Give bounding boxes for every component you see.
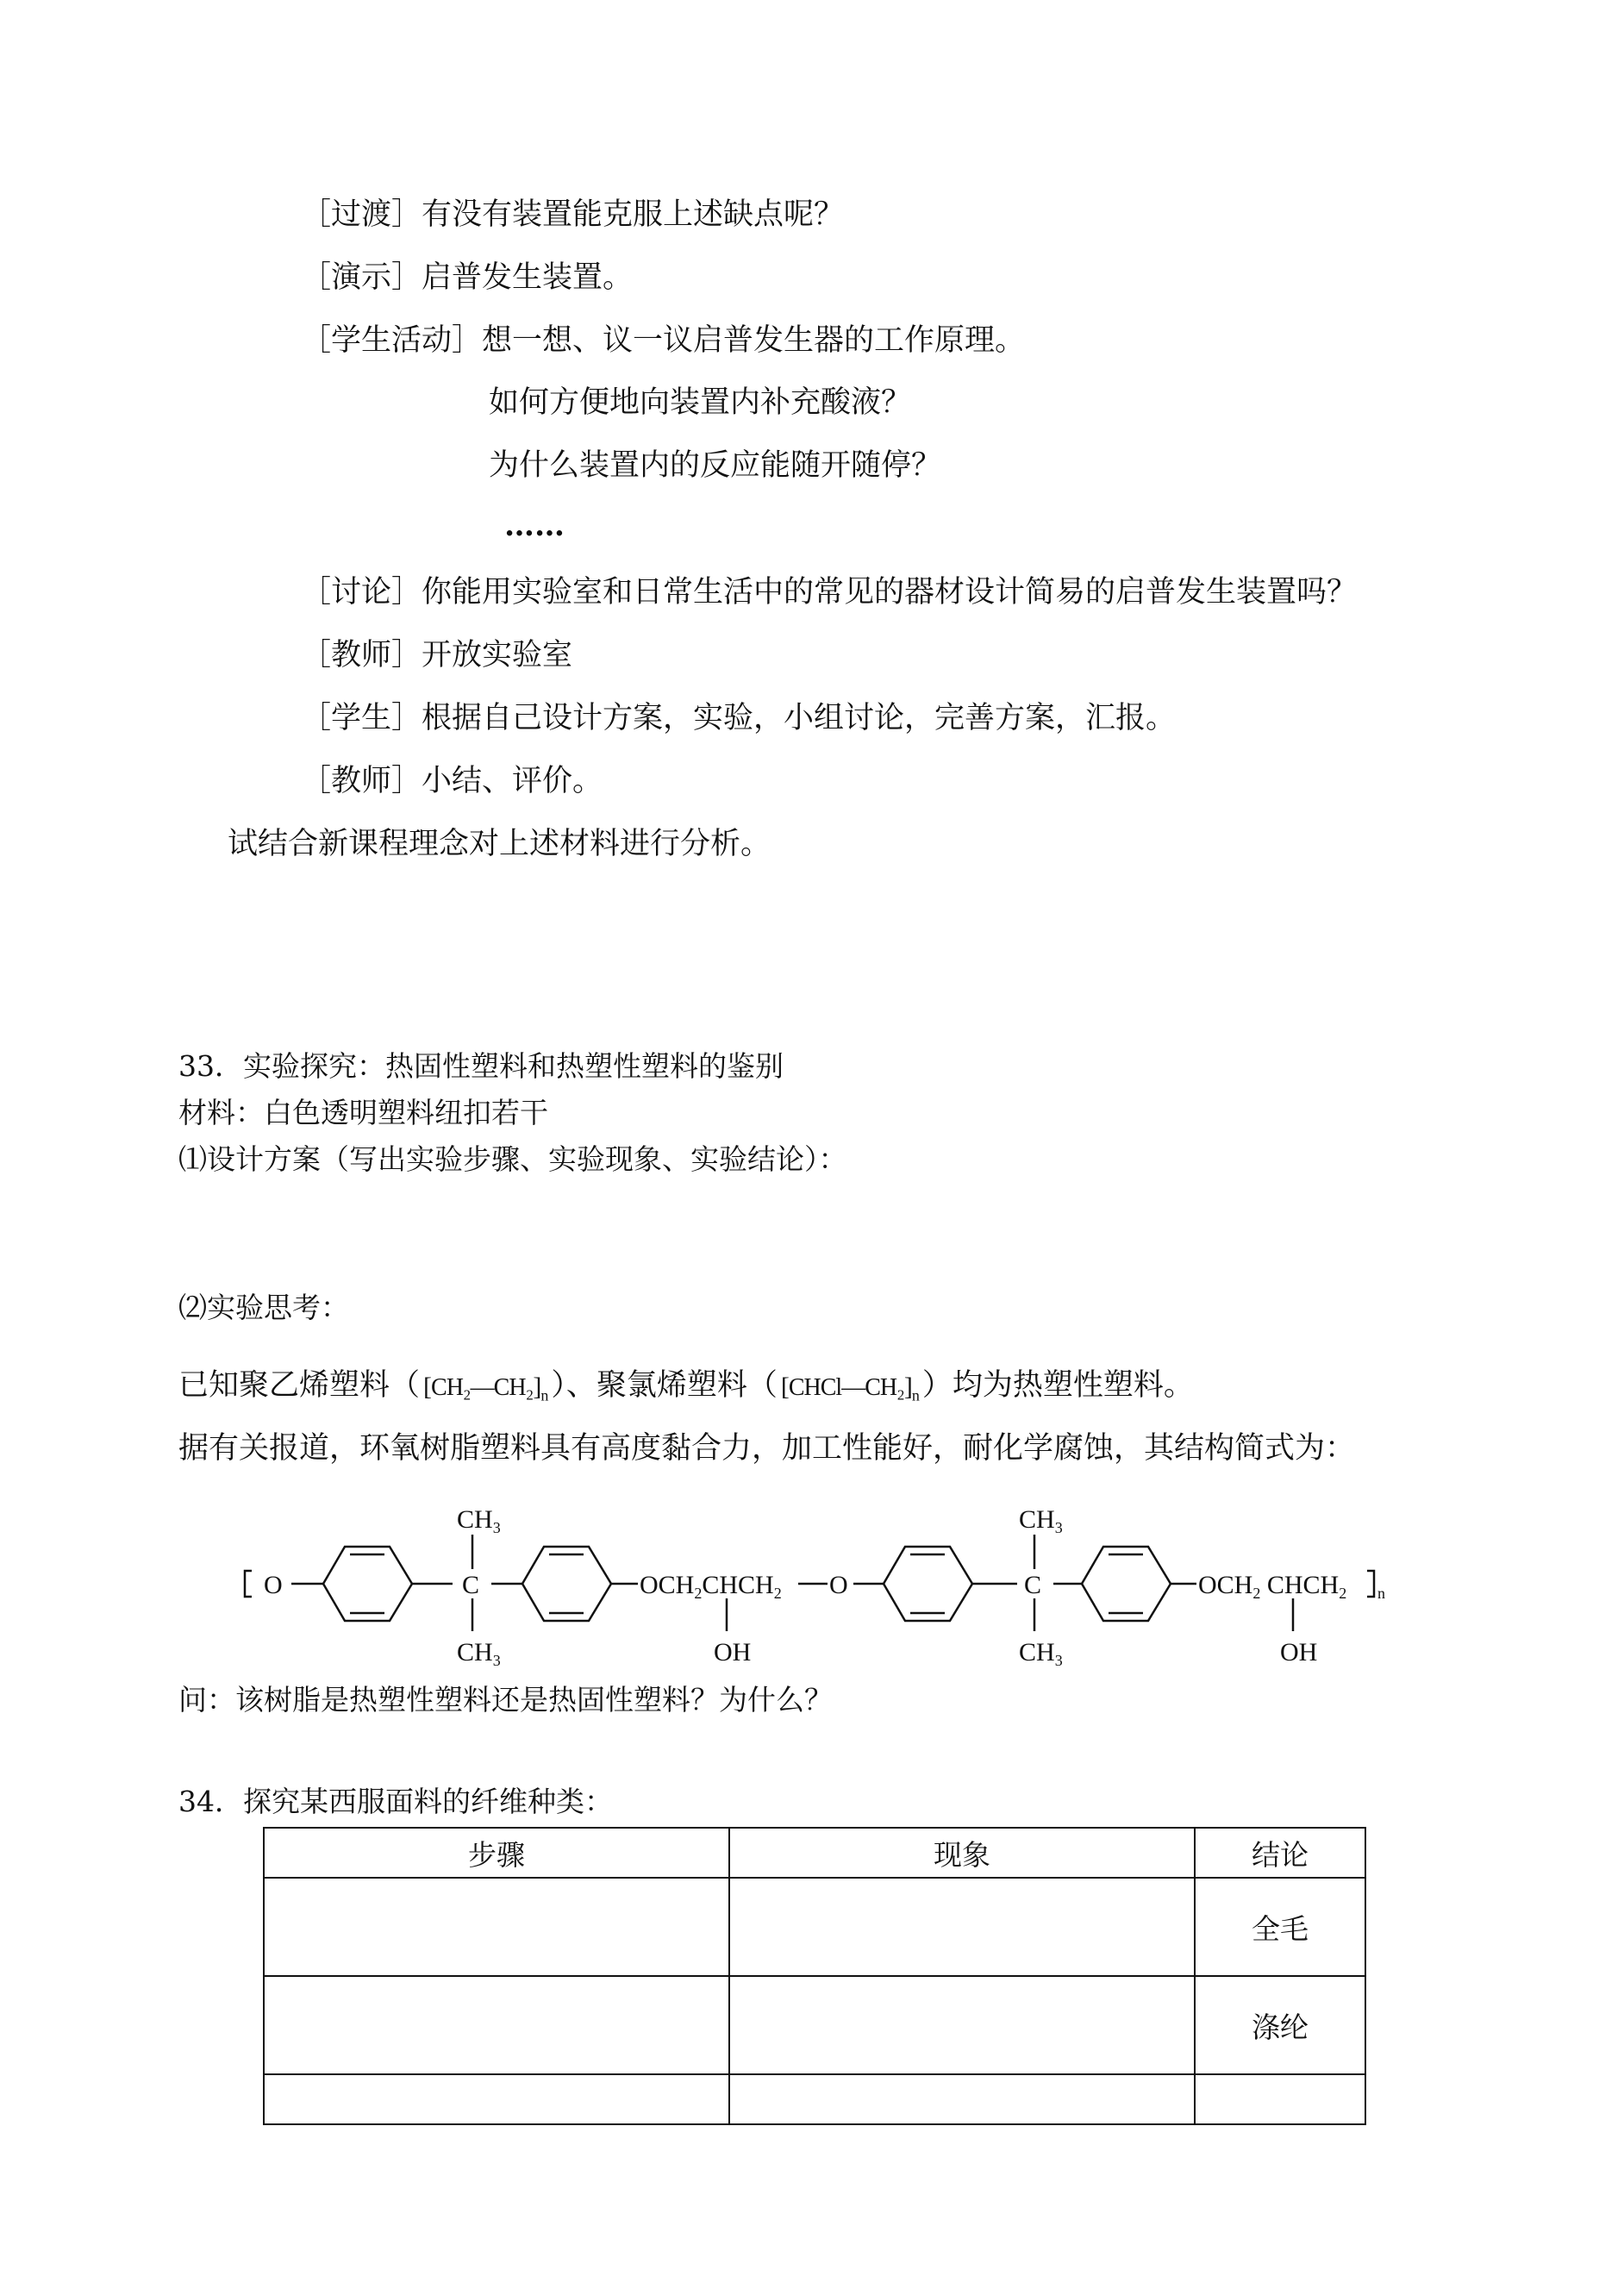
q33-known-line — [178, 1368, 1194, 1404]
dialogue-text: 根据自己设计方案，实验，小组讨论，完善方案，汇报。 — [422, 701, 1177, 735]
och2chch2-group-label: $OCH_2$ $CHCH_2$ — [1198, 1571, 1347, 1602]
bracket-left: [ — [423, 1373, 432, 1401]
q33-materials: 材料：白色透明塑料纽扣若干 — [178, 1096, 548, 1129]
subscript-n: n — [911, 1386, 919, 1404]
table-row — [264, 2074, 1365, 2124]
hydroxyl-group-label: OH — [1280, 1638, 1318, 1667]
mid-text: ）、聚氯烯塑料（ — [551, 1368, 778, 1403]
pvc-formula-text: CHCl—CH₂ — [788, 1374, 904, 1401]
dialogue-text: 开放实验室 — [422, 638, 573, 672]
dialogue2-line-1 — [301, 575, 1358, 610]
q33-title: 33．实验探究：热固性塑料和热塑性塑料的鉴别 — [178, 1049, 784, 1083]
table-header-steps: 步骤 — [264, 1828, 729, 1878]
polyethylene-formula — [420, 1374, 551, 1404]
table-cell-phenomena[interactable] — [729, 1878, 1195, 1976]
dialogue-tag: ［教师］ — [301, 764, 422, 798]
dialogue-line-3 — [301, 323, 1026, 358]
table-header-conclusion: 结论 — [1195, 1828, 1365, 1878]
dialogue-line-1 — [301, 197, 845, 232]
sub-line-1: 如何方便地向装置内补充酸液？ — [489, 385, 912, 420]
methyl-group-label: $CH_3$ — [1019, 1638, 1063, 1669]
table-cell-conclusion[interactable] — [1195, 2074, 1365, 2124]
dialogue-line-2 — [301, 260, 634, 295]
pvc-formula — [778, 1374, 922, 1404]
dialogue-text: 有没有装置能克服上述缺点呢？ — [422, 197, 845, 232]
dialogue-tag: ［演示］ — [301, 260, 422, 295]
table-cell-conclusion: 涤纶 — [1195, 1976, 1365, 2074]
table-cell-steps[interactable] — [264, 1878, 729, 1976]
dialogue-tag: ［讨论］ — [301, 575, 422, 610]
dialogue-tag: ［学生］ — [301, 701, 422, 735]
dialogue-text: 启普发生装置。 — [422, 260, 634, 295]
q33-part2: ⑵实验思考： — [178, 1291, 349, 1324]
known-prefix: 已知聚乙烯塑料（ — [178, 1368, 421, 1403]
subscript-n: n — [540, 1386, 548, 1404]
subscript-n: n — [1377, 1585, 1385, 1602]
dialogue-text: 小结、评价。 — [422, 764, 603, 798]
analysis-prompt: 试结合新课程理念对上述材料进行分析。 — [228, 827, 771, 861]
dialogue-tag: ［学生活动］ — [301, 323, 483, 358]
fiber-identification-table — [263, 1827, 1366, 2125]
dialogue-text: 想一想、议一议启普发生器的工作原理。 — [482, 323, 1026, 358]
known-suffix: ）均为热塑性塑料。 — [921, 1368, 1194, 1403]
carbon-atom-label: C — [462, 1571, 480, 1599]
oxygen-atom-label: O — [829, 1571, 848, 1599]
bracket-right: ] — [903, 1373, 912, 1401]
q34-title: 34．探究某西服面料的纤维种类： — [178, 1785, 613, 1818]
och2chch2-group-label: $OCH_2CHCH_2$ — [640, 1571, 782, 1602]
q33-part1: ⑴设计方案（写出实验步骤、实验现象、实验结论）： — [178, 1142, 847, 1176]
dialogue-tag: ［过渡］ — [301, 197, 422, 232]
table-cell-steps[interactable] — [264, 2074, 729, 2124]
table-header-phenomena: 现象 — [729, 1828, 1195, 1878]
dialogue2-line-3 — [301, 701, 1177, 735]
table-cell-phenomena[interactable] — [729, 1976, 1195, 2074]
carbon-atom-label: C — [1024, 1571, 1042, 1599]
epoxy-resin-structure-diagram — [241, 1491, 1414, 1673]
dialogue-text: 你能用实验室和日常生活中的常见的器材设计简易的启普发生装置吗？ — [422, 575, 1358, 610]
oxygen-atom-label: O — [264, 1571, 283, 1599]
pe-formula-text: CH₂—CH₂ — [431, 1374, 534, 1401]
table-cell-conclusion: 全毛 — [1195, 1878, 1365, 1976]
methyl-group-label: $CH_3$ — [457, 1505, 501, 1536]
sub-line-ellipsis: …… — [504, 508, 565, 543]
q33-report: 据有关报道，环氧树脂塑料具有高度黏合力，加工性能好，耐化学腐蚀，其结构简式为： — [178, 1431, 1356, 1466]
bracket-right: ] — [533, 1373, 541, 1401]
table-row — [264, 1976, 1365, 2074]
table-cell-steps[interactable] — [264, 1976, 729, 2074]
table-row — [264, 1878, 1365, 1976]
methyl-group-label: $CH_3$ — [1019, 1505, 1063, 1536]
hydroxyl-group-label: OH — [714, 1638, 752, 1667]
methyl-group-label: $CH_3$ — [457, 1638, 501, 1669]
dialogue2-line-4 — [301, 766, 603, 797]
bracket-left: [ — [780, 1373, 789, 1401]
dialogue-tag: ［教师］ — [301, 638, 422, 672]
q33-question: 问：该树脂是热塑性塑料还是热固性塑料？为什么？ — [178, 1683, 833, 1717]
dialogue2-line-2 — [301, 638, 573, 672]
sub-line-2: 为什么装置内的反应能随开随停？ — [489, 448, 942, 483]
table-cell-phenomena[interactable] — [729, 2074, 1195, 2124]
